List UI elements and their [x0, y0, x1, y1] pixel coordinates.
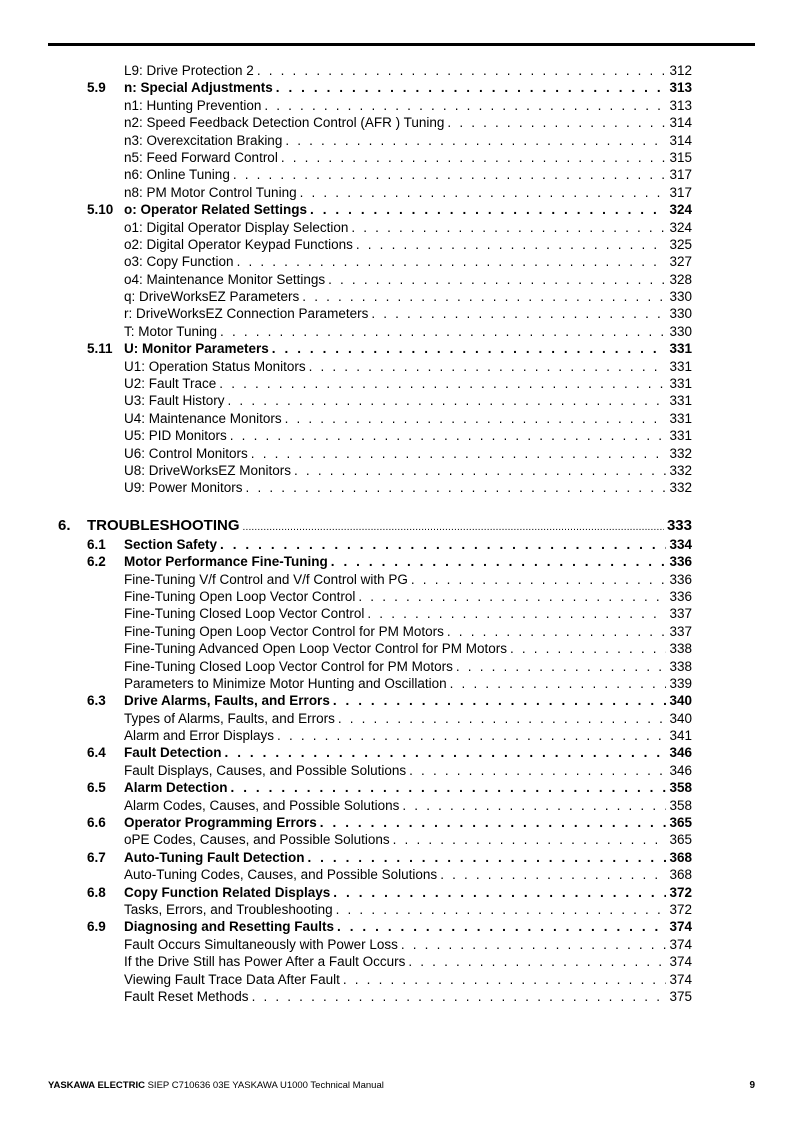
- toc-page-number: 312: [669, 63, 692, 78]
- toc-leader-dots: [276, 79, 667, 96]
- toc-title: Fault Detection: [124, 745, 222, 761]
- toc-entry-sub[interactable]: [0, 727, 793, 744]
- toc-entry-sub[interactable]: [0, 936, 793, 953]
- toc-entry-sub[interactable]: [0, 323, 793, 340]
- toc-leader-dots: [257, 62, 667, 79]
- toc-title: U3: Fault History: [124, 393, 225, 409]
- toc-title: Section Safety: [124, 536, 218, 552]
- toc-title: o3: Copy Function: [124, 254, 234, 270]
- toc-line: [124, 97, 692, 114]
- toc-title: r: DriveWorksEZ Connection Parameters: [124, 306, 369, 322]
- toc-entry-sub[interactable]: [0, 358, 793, 375]
- toc-page-number: 331: [669, 341, 692, 357]
- toc-title: o4: Maintenance Monitor Settings: [124, 271, 326, 287]
- toc-line: [124, 427, 692, 444]
- toc-line: [124, 849, 692, 866]
- toc-entry-sub[interactable]: [0, 271, 793, 288]
- toc-section-number: 5.10: [87, 202, 114, 218]
- toc-page-number: 324: [669, 219, 692, 235]
- toc-page-number: 313: [669, 80, 692, 96]
- toc-page-number: 334: [669, 536, 692, 552]
- toc-entry-sub[interactable]: [0, 445, 793, 462]
- toc-line: [124, 323, 692, 340]
- toc-section-number: 5.9: [87, 80, 106, 96]
- toc-leader-dots: [300, 184, 667, 201]
- toc-leader-dots: [333, 692, 667, 709]
- toc-page-number: 337: [669, 623, 692, 639]
- toc-entry-sub[interactable]: [0, 479, 793, 496]
- toc-leader-dots: [351, 219, 666, 236]
- toc-line: [124, 797, 692, 814]
- toc-page-number: 372: [669, 884, 692, 900]
- toc-line: [124, 445, 692, 462]
- footer-document-title: SIEP C710636 03E YASKAWA U1000 Technical Manual: [144, 1080, 384, 1091]
- toc-page-number: 317: [669, 167, 692, 183]
- toc-title: Alarm Detection: [124, 780, 228, 796]
- toc-title: U4: Maintenance Monitors: [124, 410, 282, 426]
- toc-entry-sub[interactable]: [0, 166, 793, 183]
- toc-leader-dots: [281, 149, 667, 166]
- toc-line: [124, 866, 692, 883]
- toc-title: n6: Online Tuning: [124, 167, 230, 183]
- toc-entry-sub[interactable]: [0, 305, 793, 322]
- toc-line: [124, 831, 692, 848]
- toc-page-number: 313: [669, 97, 692, 113]
- toc-leader-dots: [277, 727, 666, 744]
- toc-entry-sub[interactable]: [0, 710, 793, 727]
- toc-entry-section[interactable]: [0, 779, 793, 796]
- toc-entry-sub[interactable]: [0, 953, 793, 970]
- toc-entry-section[interactable]: [0, 340, 793, 357]
- toc-title: Fine-Tuning Closed Loop Vector Control: [124, 606, 365, 622]
- toc-line: [124, 479, 692, 496]
- toc-title: U8: DriveWorksEZ Monitors: [124, 462, 292, 478]
- toc-title: o1: Digital Operator Display Selection: [124, 219, 349, 235]
- toc-entry-sub[interactable]: [0, 375, 793, 392]
- toc-page-number: 368: [669, 849, 692, 865]
- toc-title: Operator Programming Errors: [124, 815, 317, 831]
- toc-leader-dots: [456, 658, 667, 675]
- toc-title: Drive Alarms, Faults, and Errors: [124, 693, 330, 709]
- toc-line: [124, 184, 692, 201]
- toc-line: [124, 779, 692, 796]
- toc-line: [124, 710, 692, 727]
- toc-page-number: 374: [669, 919, 692, 935]
- toc-leader-dots: [285, 410, 667, 427]
- toc-title: o: Operator Related Settings: [124, 202, 308, 218]
- toc-leader-dots: [336, 901, 667, 918]
- toc-entry-sub[interactable]: [0, 184, 793, 201]
- toc-title: T: Motor Tuning: [124, 323, 218, 339]
- toc-leader-dots: [447, 114, 666, 131]
- toc-entry-sub[interactable]: [0, 410, 793, 427]
- toc-page-number: 315: [669, 149, 692, 165]
- toc-page-number: 331: [669, 376, 692, 392]
- toc-page-number: 314: [669, 132, 692, 148]
- toc-leader-dots: [440, 866, 666, 883]
- toc-leader-dots: [233, 166, 667, 183]
- toc-line: [124, 410, 692, 427]
- toc-title: Fine-Tuning V/f Control and V/f Control with PG: [124, 571, 408, 587]
- toc-page-number: 358: [669, 780, 692, 796]
- toc-leader-dots: [333, 884, 666, 901]
- toc-title: Auto-Tuning Fault Detection: [124, 849, 305, 865]
- toc-page-number: 325: [669, 236, 692, 252]
- toc-line: [124, 166, 692, 183]
- toc-page-number: 341: [669, 728, 692, 744]
- toc-line: [124, 219, 692, 236]
- toc-section-number: 6.5: [87, 780, 106, 796]
- toc-page-number: 346: [669, 762, 692, 778]
- toc-entry-sub[interactable]: [0, 658, 793, 675]
- toc-page-number: 336: [669, 588, 692, 604]
- toc-title: Fault Displays, Causes, and Possible Solutions: [124, 762, 407, 778]
- toc-page-number: 330: [669, 306, 692, 322]
- toc-page-number: 365: [669, 815, 692, 831]
- toc-line: [124, 201, 692, 218]
- toc-line: [124, 571, 692, 588]
- toc-leader-dots: [302, 288, 666, 305]
- toc-leader-dots: [307, 849, 666, 866]
- toc-page-number: 328: [669, 271, 692, 287]
- toc-section-number: 6.: [58, 516, 71, 534]
- toc-page-number: 338: [669, 641, 692, 657]
- toc-line: [124, 936, 692, 953]
- toc-title: Auto-Tuning Codes, Causes, and Possible Solutions: [124, 867, 438, 883]
- toc-line: [124, 692, 692, 709]
- toc-leader-dots: [231, 779, 667, 796]
- toc-leader-dots: [393, 831, 667, 848]
- toc-title: n5: Feed Forward Control: [124, 149, 278, 165]
- toc-title: oPE Codes, Causes, and Possible Solutions: [124, 832, 390, 848]
- toc-leader-dots: [402, 797, 666, 814]
- toc-leader-dots: [408, 953, 666, 970]
- toc-section-number: 6.3: [87, 693, 106, 709]
- toc-leader-dots: [251, 445, 667, 462]
- toc-line: [124, 623, 692, 640]
- toc-page-number: 332: [669, 462, 692, 478]
- toc-leader-dots: [510, 640, 667, 657]
- toc-leader-dots: [450, 675, 667, 692]
- toc-line: [124, 375, 692, 392]
- toc-entry-sub[interactable]: [0, 114, 793, 131]
- toc-entry-section[interactable]: [0, 849, 793, 866]
- toc-title: n2: Speed Feedback Detection Control (AFR ) Tuning: [124, 115, 445, 131]
- toc-section-number: 6.6: [87, 815, 106, 831]
- toc-title: Copy Function Related Displays: [124, 884, 331, 900]
- toc-page-number: 368: [669, 867, 692, 883]
- toc-page-number: 374: [669, 954, 692, 970]
- toc-title: n8: PM Motor Control Tuning: [124, 184, 297, 200]
- toc-entry-sub[interactable]: [0, 571, 793, 588]
- toc-line: [124, 901, 692, 918]
- toc-page-number: 338: [669, 658, 692, 674]
- toc-line: [124, 605, 692, 622]
- toc-page-number: 336: [669, 554, 692, 570]
- toc-entry-section[interactable]: [0, 692, 793, 709]
- toc-leader-dots: [409, 762, 666, 779]
- toc-line: [124, 114, 692, 131]
- toc-line: [124, 271, 692, 288]
- toc-page-number: 340: [669, 693, 692, 709]
- toc-page-number: 324: [669, 202, 692, 218]
- toc-entry-sub[interactable]: [0, 392, 793, 409]
- toc-entry-section[interactable]: [0, 553, 793, 570]
- toc-line: [124, 727, 692, 744]
- toc-title: U: Monitor Parameters: [124, 341, 269, 357]
- toc-leader-dots: [337, 918, 666, 935]
- toc-leader-dots: [338, 710, 667, 727]
- toc-section-number: 6.4: [87, 745, 106, 761]
- toc-page-number: 314: [669, 115, 692, 131]
- toc-title: If the Drive Still has Power After a Fault Occurs: [124, 954, 406, 970]
- toc-title: U2: Fault Trace: [124, 376, 217, 392]
- toc-entry-section[interactable]: [0, 536, 793, 553]
- toc-title: Types of Alarms, Faults, and Errors: [124, 710, 335, 726]
- toc-line: [124, 588, 692, 605]
- toc-leader-dots: [358, 588, 666, 605]
- toc-line: [124, 79, 692, 96]
- toc-entry-sub[interactable]: [0, 427, 793, 444]
- toc-leader-dots: [447, 623, 667, 640]
- toc-line: [124, 744, 692, 761]
- toc-leader-dots: [225, 744, 667, 761]
- toc-leader-dots: [331, 553, 667, 570]
- toc-page-number: 337: [669, 606, 692, 622]
- toc-title: o2: Digital Operator Keypad Functions: [124, 236, 353, 252]
- toc-entry-sub[interactable]: [0, 866, 793, 883]
- toc-entry-chapter[interactable]: [0, 515, 793, 536]
- toc-line: [124, 236, 692, 253]
- toc-title: Motor Performance Fine-Tuning: [124, 554, 328, 570]
- toc-title: Parameters to Minimize Motor Hunting and Oscillation: [124, 675, 447, 691]
- toc-title: U1: Operation Status Monitors: [124, 358, 306, 374]
- toc-page-number: 332: [669, 445, 692, 461]
- toc-leader-dots: [320, 814, 667, 831]
- toc-entry-section[interactable]: [0, 79, 793, 96]
- toc-leader-dots: [328, 271, 666, 288]
- toc-leader-dots: [294, 462, 666, 479]
- toc-page-number: 374: [669, 971, 692, 987]
- toc-section-number: 6.7: [87, 849, 106, 865]
- toc-title: Fine-Tuning Open Loop Vector Control: [124, 588, 356, 604]
- toc-line: [124, 305, 692, 322]
- toc-line: [124, 253, 692, 270]
- toc-title: n: Special Adjustments: [124, 80, 273, 96]
- toc-title: Alarm Codes, Causes, and Possible Solutions: [124, 797, 400, 813]
- toc-section-number: 5.11: [87, 341, 113, 357]
- toc-title: Fault Reset Methods: [124, 988, 249, 1004]
- toc-line: [124, 358, 692, 375]
- toc-title: TROUBLESHOOTING: [87, 516, 240, 534]
- toc-page-number: 331: [669, 358, 692, 374]
- toc-title: Tasks, Errors, and Troubleshooting: [124, 901, 333, 917]
- toc-page-number: 332: [669, 480, 692, 496]
- toc-leader-dots: [246, 479, 667, 496]
- toc-leader-dots: [264, 97, 666, 114]
- toc-line: [124, 814, 692, 831]
- toc-entry-sub[interactable]: [0, 605, 793, 622]
- toc-leader-dots: [285, 132, 666, 149]
- toc-page-number: 327: [669, 254, 692, 270]
- toc-entry-sub[interactable]: [0, 253, 793, 270]
- toc-line: [124, 953, 692, 970]
- toc-page-number: 331: [669, 410, 692, 426]
- toc-page-number: 330: [669, 323, 692, 339]
- toc-page-number: 358: [669, 797, 692, 813]
- toc-page-number: 331: [669, 428, 692, 444]
- toc-line: [124, 640, 692, 657]
- toc-leader-dots: [309, 358, 667, 375]
- footer-text: [48, 1080, 384, 1091]
- toc-line: [124, 132, 692, 149]
- toc-page-number: 330: [669, 289, 692, 305]
- toc-leader-dots: [310, 201, 666, 218]
- toc-page-number: 333: [666, 516, 692, 534]
- toc-page-number: 375: [669, 988, 692, 1004]
- toc-page-number: 374: [669, 936, 692, 952]
- toc-line: [124, 762, 692, 779]
- toc-title: L9: Drive Protection 2: [124, 63, 254, 78]
- toc-leader-dots: [252, 988, 667, 1005]
- toc-title: U5: PID Monitors: [124, 428, 227, 444]
- toc-page-number: 339: [669, 675, 692, 691]
- toc-line: [124, 918, 692, 935]
- toc-entry-sub[interactable]: [0, 149, 793, 166]
- toc-entry-sub[interactable]: [0, 901, 793, 918]
- toc-line: [124, 884, 692, 901]
- toc-title: Fault Occurs Simultaneously with Power Loss: [124, 936, 398, 952]
- toc-leader-dots: [220, 323, 666, 340]
- toc-leader-dots: [401, 936, 667, 953]
- toc-page-number: 372: [669, 901, 692, 917]
- toc-line: [124, 553, 692, 570]
- toc-leader-dots: [411, 571, 667, 588]
- toc-line: [87, 515, 692, 536]
- footer-brand: YASKAWA ELECTRIC: [48, 1080, 145, 1091]
- toc-entry-sub[interactable]: [0, 640, 793, 657]
- toc-leader-dots: [243, 519, 664, 536]
- toc-page-number: 340: [669, 710, 692, 726]
- toc-entry-section[interactable]: [0, 918, 793, 935]
- toc-leader-dots: [237, 253, 667, 270]
- toc-line: [124, 340, 692, 357]
- toc-title: Viewing Fault Trace Data After Fault: [124, 971, 340, 987]
- toc-title: n1: Hunting Prevention: [124, 97, 262, 113]
- toc-leader-dots: [230, 427, 667, 444]
- toc-leader-dots: [228, 392, 667, 409]
- toc-section-number: 6.9: [87, 919, 106, 935]
- toc-title: q: DriveWorksEZ Parameters: [124, 289, 300, 305]
- toc-title: n3: Overexcitation Braking: [124, 132, 283, 148]
- toc-line: [124, 62, 692, 79]
- toc-entry-section[interactable]: [0, 884, 793, 901]
- toc-page-number: 365: [669, 832, 692, 848]
- toc-title: U6: Control Monitors: [124, 445, 248, 461]
- toc-title: Fine-Tuning Advanced Open Loop Vector Control for PM Motors: [124, 641, 507, 657]
- toc-line: [124, 971, 692, 988]
- toc-leader-dots: [371, 305, 666, 322]
- toc-leader-dots: [220, 536, 666, 553]
- toc-entry-sub[interactable]: [0, 236, 793, 253]
- toc-line: [124, 658, 692, 675]
- toc-entry-section[interactable]: [0, 744, 793, 761]
- toc-page-number: 336: [669, 571, 692, 587]
- toc-entry-sub[interactable]: [0, 132, 793, 149]
- toc-section-number: 6.8: [87, 884, 106, 900]
- toc-entry-sub[interactable]: [0, 623, 793, 640]
- toc-line: [124, 462, 692, 479]
- page-number: 9: [749, 1080, 755, 1091]
- toc-leader-dots: [219, 375, 666, 392]
- toc-entry-sub[interactable]: [0, 831, 793, 848]
- toc-entry-section[interactable]: [0, 201, 793, 218]
- toc-entry-section[interactable]: [0, 814, 793, 831]
- toc-leader-dots: [343, 971, 667, 988]
- toc-leader-dots: [367, 605, 666, 622]
- toc-section-number: 6.1: [87, 536, 106, 552]
- toc-page-number: 346: [669, 745, 692, 761]
- toc-entry-sub[interactable]: [0, 797, 793, 814]
- toc-title: Diagnosing and Resetting Faults: [124, 919, 335, 935]
- toc-line: [124, 149, 692, 166]
- toc-title: U9: Power Monitors: [124, 480, 243, 496]
- toc-section-number: 6.2: [87, 554, 106, 570]
- toc-entry-sub[interactable]: [0, 588, 793, 605]
- toc-line: [124, 675, 692, 692]
- header-rule: [48, 43, 755, 46]
- toc-entry-sub[interactable]: [0, 762, 793, 779]
- toc-leader-dots: [272, 340, 667, 357]
- toc-entry-sub[interactable]: [0, 462, 793, 479]
- toc-line: [124, 988, 692, 1005]
- toc-line: [124, 536, 692, 553]
- toc-entry-sub[interactable]: [0, 971, 793, 988]
- toc-leader-dots: [356, 236, 667, 253]
- toc-entry-sub[interactable]: [0, 988, 793, 1005]
- toc-entry-sub[interactable]: [0, 288, 793, 305]
- toc-line: [124, 288, 692, 305]
- toc-page-number: 331: [669, 393, 692, 409]
- toc-title: Fine-Tuning Open Loop Vector Control for PM Motors: [124, 623, 444, 639]
- toc-title: Fine-Tuning Closed Loop Vector Control for PM Motors: [124, 658, 453, 674]
- table-of-contents: [0, 62, 793, 1005]
- toc-title: Alarm and Error Displays: [124, 728, 275, 744]
- toc-entry-sub[interactable]: [0, 219, 793, 236]
- toc-line: [124, 392, 692, 409]
- toc-page-number: 317: [669, 184, 692, 200]
- toc-entry-sub[interactable]: [0, 675, 793, 692]
- toc-entry-sub[interactable]: [0, 62, 793, 79]
- toc-entry-sub[interactable]: [0, 97, 793, 114]
